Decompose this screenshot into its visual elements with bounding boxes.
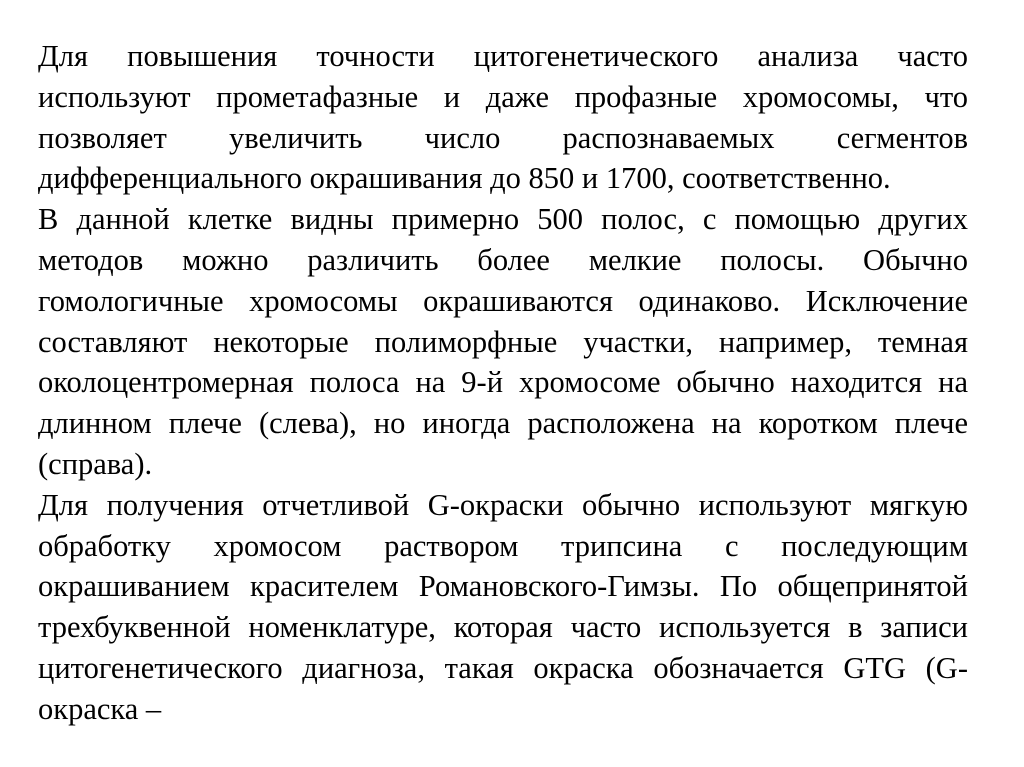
paragraph-prometaphase: Для повышения точности цитогенетического анализа часто используют прометафазные и даже профазные хромосомы, что позволяет увеличить число распознаваемых сегментов дифференциального окрашивания до 850 и 1700, соответственно.	[38, 39, 968, 196]
paragraph-band-count: В данной клетке видны примерно 500 полос, с помощью других методов можно различить более мелкие полосы. Обычно гомологичные хромосомы окрашиваются одинаково. Исключение составляют некоторые полиморфные участки, например, темная околоцентромерная полоса на 9-й хромосоме обычно находится на длинном плече (слева), но иногда расположена на коротком плече (справа).	[38, 202, 968, 481]
paragraph-g-banding: Для получения отчетливой G-окраски обычно используют мягкую обработку хромосом раствором трипсина с последующим окрашиванием красителем Романовского-Гимзы. По общепринятой трехбуквенной номенклатуре, которая часто используется в записи цитогенетического диагноза, такая окраска обозначается GTG (G-окраска –	[38, 487, 968, 726]
text-body	[38, 36, 968, 730]
